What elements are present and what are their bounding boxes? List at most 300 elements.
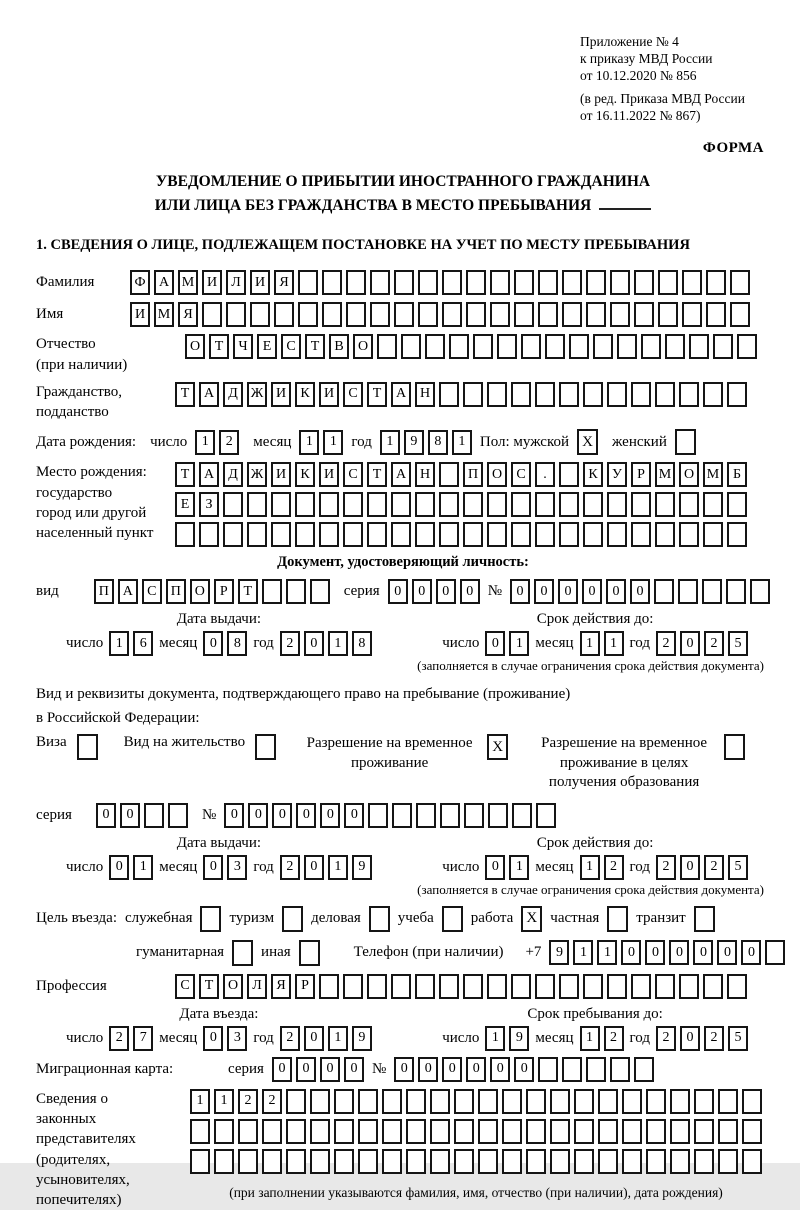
char-cell[interactable] [406,1149,426,1174]
char-cell[interactable]: 0 [96,803,116,828]
char-cell[interactable] [655,382,675,407]
char-cell[interactable] [670,1089,690,1114]
char-cell[interactable] [694,1089,714,1114]
char-cell[interactable]: 0 [109,855,129,880]
char-cell[interactable]: С [511,462,531,487]
char-cell[interactable] [262,1149,282,1174]
purpose-work-checkbox[interactable]: X [521,906,542,932]
char-cell[interactable]: М [703,462,723,487]
char-cell[interactable] [737,334,757,359]
char-cell[interactable] [440,803,460,828]
char-cell[interactable]: О [190,579,210,604]
char-cell[interactable] [286,1149,306,1174]
char-cell[interactable]: 1 [452,430,472,455]
temp-residence-checkbox[interactable]: X [487,734,508,760]
purpose-study-checkbox[interactable] [442,906,463,932]
char-cell[interactable] [694,1149,714,1174]
char-cell[interactable] [298,302,318,327]
char-cell[interactable]: А [154,270,174,295]
char-cell[interactable]: 2 [656,1026,676,1051]
char-cell[interactable] [490,270,510,295]
char-cell[interactable]: Т [175,382,195,407]
char-cell[interactable]: 0 [645,940,665,965]
char-cell[interactable] [607,974,627,999]
char-cell[interactable] [574,1119,594,1144]
char-cell[interactable]: 1 [597,940,617,965]
char-cell[interactable] [610,1057,630,1082]
char-cell[interactable]: 2 [262,1089,282,1114]
char-cell[interactable] [511,492,531,517]
char-cell[interactable] [168,803,188,828]
char-cell[interactable] [679,522,699,547]
char-cell[interactable] [631,492,651,517]
char-cell[interactable]: 0 [203,631,223,656]
char-cell[interactable]: 0 [120,803,140,828]
char-cell[interactable] [562,302,582,327]
char-cell[interactable]: 0 [442,1057,462,1082]
char-cell[interactable] [487,382,507,407]
char-cell[interactable]: Т [209,334,229,359]
char-cell[interactable]: У [607,462,627,487]
purpose-transit-checkbox[interactable] [694,906,715,932]
char-cell[interactable] [689,334,709,359]
char-cell[interactable] [298,270,318,295]
char-cell[interactable] [463,522,483,547]
char-cell[interactable] [730,302,750,327]
gender-female-checkbox[interactable] [675,429,696,455]
char-cell[interactable] [274,302,294,327]
char-cell[interactable] [367,492,387,517]
char-cell[interactable] [223,522,243,547]
char-cell[interactable] [358,1149,378,1174]
char-cell[interactable] [367,974,387,999]
char-cell[interactable] [550,1089,570,1114]
char-cell[interactable]: 0 [272,1057,292,1082]
char-cell[interactable] [439,492,459,517]
char-cell[interactable]: 0 [296,803,316,828]
char-cell[interactable]: Я [178,302,198,327]
char-cell[interactable]: С [343,462,363,487]
char-cell[interactable] [463,492,483,517]
char-cell[interactable] [655,492,675,517]
char-cell[interactable] [703,974,723,999]
char-cell[interactable]: И [130,302,150,327]
char-cell[interactable] [574,1089,594,1114]
char-cell[interactable] [658,302,678,327]
residence-valid-day-cells[interactable] [485,855,529,880]
representatives-cells-row2[interactable] [190,1119,762,1144]
char-cell[interactable] [343,492,363,517]
char-cell[interactable] [391,492,411,517]
char-cell[interactable] [319,492,339,517]
purpose-humanitarian-checkbox[interactable] [232,940,253,966]
char-cell[interactable]: 2 [656,631,676,656]
char-cell[interactable] [334,1119,354,1144]
char-cell[interactable] [214,1149,234,1174]
char-cell[interactable] [238,1119,258,1144]
char-cell[interactable] [622,1089,642,1114]
char-cell[interactable] [370,302,390,327]
char-cell[interactable] [226,302,246,327]
char-cell[interactable] [334,1149,354,1174]
char-cell[interactable] [514,270,534,295]
char-cell[interactable]: 0 [693,940,713,965]
char-cell[interactable] [682,270,702,295]
char-cell[interactable] [598,1089,618,1114]
purpose-tourism-checkbox[interactable] [282,906,303,932]
identity-issue-year-cells[interactable] [280,631,372,656]
char-cell[interactable] [454,1149,474,1174]
doc-seria-cells[interactable] [388,579,480,604]
char-cell[interactable]: 0 [436,579,456,604]
char-cell[interactable] [538,270,558,295]
char-cell[interactable]: 0 [320,803,340,828]
char-cell[interactable] [416,803,436,828]
char-cell[interactable] [238,1149,258,1174]
char-cell[interactable]: П [166,579,186,604]
identity-issue-month-cells[interactable] [203,631,247,656]
entry-month-cells[interactable] [203,1026,247,1051]
char-cell[interactable] [488,803,508,828]
char-cell[interactable] [641,334,661,359]
char-cell[interactable]: 1 [214,1089,234,1114]
char-cell[interactable]: Т [367,462,387,487]
char-cell[interactable]: Р [631,462,651,487]
char-cell[interactable]: Н [415,462,435,487]
char-cell[interactable]: 1 [580,631,600,656]
char-cell[interactable] [765,940,785,965]
char-cell[interactable] [295,492,315,517]
char-cell[interactable]: 1 [328,631,348,656]
char-cell[interactable] [750,579,770,604]
char-cell[interactable] [646,1119,666,1144]
char-cell[interactable] [214,1119,234,1144]
char-cell[interactable]: 9 [549,940,569,965]
char-cell[interactable]: 0 [621,940,641,965]
char-cell[interactable] [512,803,532,828]
char-cell[interactable] [679,492,699,517]
char-cell[interactable] [562,1057,582,1082]
char-cell[interactable]: 1 [485,1026,505,1051]
char-cell[interactable]: 0 [418,1057,438,1082]
char-cell[interactable] [464,803,484,828]
char-cell[interactable]: 3 [227,1026,247,1051]
char-cell[interactable]: 1 [604,631,624,656]
char-cell[interactable] [466,302,486,327]
char-cell[interactable]: 1 [323,430,343,455]
char-cell[interactable] [382,1149,402,1174]
char-cell[interactable]: Т [175,462,195,487]
residence-valid-year-cells[interactable] [656,855,748,880]
char-cell[interactable] [144,803,164,828]
char-cell[interactable] [665,334,685,359]
char-cell[interactable] [358,1089,378,1114]
char-cell[interactable] [463,382,483,407]
char-cell[interactable] [631,522,651,547]
char-cell[interactable]: Д [223,382,243,407]
residence-valid-month-cells[interactable] [580,855,624,880]
char-cell[interactable] [559,462,579,487]
char-cell[interactable] [286,1119,306,1144]
residence-seria-cells[interactable] [96,803,188,828]
char-cell[interactable]: 3 [227,855,247,880]
char-cell[interactable]: В [329,334,349,359]
char-cell[interactable] [442,302,462,327]
char-cell[interactable]: 9 [404,430,424,455]
char-cell[interactable] [502,1089,522,1114]
char-cell[interactable]: 2 [109,1026,129,1051]
char-cell[interactable] [487,974,507,999]
birth-year-cells[interactable] [380,430,472,455]
residence-issue-month-cells[interactable] [203,855,247,880]
char-cell[interactable] [286,1089,306,1114]
char-cell[interactable] [607,492,627,517]
char-cell[interactable] [610,270,630,295]
char-cell[interactable]: 9 [352,855,372,880]
char-cell[interactable] [702,579,722,604]
char-cell[interactable]: Ф [130,270,150,295]
char-cell[interactable]: О [679,462,699,487]
char-cell[interactable] [406,1089,426,1114]
char-cell[interactable]: 9 [509,1026,529,1051]
char-cell[interactable]: 0 [248,803,268,828]
char-cell[interactable] [334,1089,354,1114]
purpose-other-checkbox[interactable] [299,940,320,966]
patronymic-cells[interactable] [185,334,757,359]
char-cell[interactable]: А [391,462,411,487]
stay-year-cells[interactable] [656,1026,748,1051]
char-cell[interactable] [223,492,243,517]
char-cell[interactable] [310,1119,330,1144]
char-cell[interactable]: С [281,334,301,359]
char-cell[interactable] [631,382,651,407]
char-cell[interactable] [655,974,675,999]
stay-day-cells[interactable] [485,1026,529,1051]
char-cell[interactable] [535,522,555,547]
char-cell[interactable] [550,1149,570,1174]
char-cell[interactable] [678,579,698,604]
char-cell[interactable]: Ж [247,462,267,487]
char-cell[interactable] [511,522,531,547]
birthplace-cells-row3[interactable] [175,522,747,547]
char-cell[interactable] [694,1119,714,1144]
char-cell[interactable] [559,522,579,547]
char-cell[interactable] [439,382,459,407]
identity-valid-year-cells[interactable] [656,631,748,656]
char-cell[interactable] [346,302,366,327]
char-cell[interactable]: Я [271,974,291,999]
birthplace-cells-row2[interactable] [175,492,747,517]
char-cell[interactable]: К [295,462,315,487]
char-cell[interactable] [538,1057,558,1082]
char-cell[interactable] [310,1089,330,1114]
char-cell[interactable]: 0 [606,579,626,604]
char-cell[interactable] [425,334,445,359]
char-cell[interactable]: Я [274,270,294,295]
char-cell[interactable] [478,1089,498,1114]
char-cell[interactable]: 0 [412,579,432,604]
residence-number-cells[interactable] [224,803,556,828]
char-cell[interactable] [727,492,747,517]
char-cell[interactable] [586,1057,606,1082]
char-cell[interactable]: 1 [580,1026,600,1051]
char-cell[interactable] [682,302,702,327]
char-cell[interactable]: 0 [394,1057,414,1082]
char-cell[interactable] [262,579,282,604]
char-cell[interactable]: . [535,462,555,487]
char-cell[interactable] [536,803,556,828]
char-cell[interactable]: 0 [558,579,578,604]
char-cell[interactable]: 0 [680,1026,700,1051]
char-cell[interactable] [726,579,746,604]
stay-month-cells[interactable] [580,1026,624,1051]
char-cell[interactable]: 0 [630,579,650,604]
char-cell[interactable]: О [353,334,373,359]
char-cell[interactable]: 0 [203,1026,223,1051]
char-cell[interactable] [392,803,412,828]
char-cell[interactable] [511,382,531,407]
char-cell[interactable]: П [94,579,114,604]
char-cell[interactable]: 0 [490,1057,510,1082]
char-cell[interactable] [706,270,726,295]
char-cell[interactable] [583,522,603,547]
char-cell[interactable] [670,1149,690,1174]
char-cell[interactable] [583,382,603,407]
char-cell[interactable]: 0 [320,1057,340,1082]
char-cell[interactable]: 0 [485,855,505,880]
char-cell[interactable]: С [175,974,195,999]
char-cell[interactable]: 0 [304,1026,324,1051]
char-cell[interactable] [654,579,674,604]
char-cell[interactable]: 0 [534,579,554,604]
char-cell[interactable] [247,492,267,517]
char-cell[interactable]: К [295,382,315,407]
char-cell[interactable]: 1 [380,430,400,455]
char-cell[interactable] [593,334,613,359]
char-cell[interactable] [343,974,363,999]
char-cell[interactable]: 2 [280,631,300,656]
birth-month-cells[interactable] [299,430,343,455]
visa-checkbox[interactable] [77,734,98,760]
char-cell[interactable]: И [271,382,291,407]
char-cell[interactable]: 2 [656,855,676,880]
char-cell[interactable] [250,302,270,327]
char-cell[interactable]: 1 [109,631,129,656]
char-cell[interactable] [634,302,654,327]
char-cell[interactable] [439,974,459,999]
char-cell[interactable]: Л [247,974,267,999]
char-cell[interactable] [202,302,222,327]
purpose-official-checkbox[interactable] [200,906,221,932]
char-cell[interactable] [271,492,291,517]
char-cell[interactable] [295,522,315,547]
char-cell[interactable]: А [391,382,411,407]
char-cell[interactable] [679,382,699,407]
birthplace-cells-row1[interactable] [175,462,747,487]
char-cell[interactable] [598,1119,618,1144]
char-cell[interactable]: 9 [352,1026,372,1051]
char-cell[interactable] [377,334,397,359]
char-cell[interactable] [319,974,339,999]
firstname-cells[interactable] [130,302,750,327]
char-cell[interactable] [607,522,627,547]
char-cell[interactable] [415,522,435,547]
char-cell[interactable]: 2 [219,430,239,455]
temp-residence-education-checkbox[interactable] [724,734,745,760]
char-cell[interactable] [497,334,517,359]
char-cell[interactable] [607,382,627,407]
char-cell[interactable] [463,974,483,999]
char-cell[interactable] [394,302,414,327]
char-cell[interactable] [430,1149,450,1174]
char-cell[interactable]: Т [238,579,258,604]
char-cell[interactable] [418,302,438,327]
char-cell[interactable]: 8 [227,631,247,656]
char-cell[interactable] [730,270,750,295]
char-cell[interactable]: 0 [304,855,324,880]
char-cell[interactable] [742,1119,762,1144]
char-cell[interactable] [586,302,606,327]
char-cell[interactable] [538,302,558,327]
char-cell[interactable]: 2 [704,631,724,656]
char-cell[interactable] [545,334,565,359]
char-cell[interactable] [634,270,654,295]
char-cell[interactable]: 2 [238,1089,258,1114]
char-cell[interactable]: 0 [741,940,761,965]
representatives-cells-row3[interactable] [190,1149,762,1174]
char-cell[interactable]: Л [226,270,246,295]
char-cell[interactable]: 1 [509,855,529,880]
char-cell[interactable] [718,1119,738,1144]
char-cell[interactable] [583,974,603,999]
residence-issue-day-cells[interactable] [109,855,153,880]
char-cell[interactable] [742,1149,762,1174]
char-cell[interactable] [439,522,459,547]
char-cell[interactable]: О [223,974,243,999]
char-cell[interactable] [670,1119,690,1144]
char-cell[interactable]: А [118,579,138,604]
char-cell[interactable] [742,1089,762,1114]
representatives-cells-row1[interactable] [190,1089,762,1114]
char-cell[interactable] [511,974,531,999]
char-cell[interactable] [310,1149,330,1174]
char-cell[interactable] [418,270,438,295]
char-cell[interactable] [658,270,678,295]
char-cell[interactable] [449,334,469,359]
char-cell[interactable]: 1 [328,1026,348,1051]
char-cell[interactable]: 0 [460,579,480,604]
char-cell[interactable]: И [250,270,270,295]
birth-day-cells[interactable] [195,430,239,455]
char-cell[interactable] [718,1149,738,1174]
char-cell[interactable]: 2 [604,855,624,880]
char-cell[interactable]: 0 [485,631,505,656]
char-cell[interactable] [367,522,387,547]
char-cell[interactable] [478,1149,498,1174]
char-cell[interactable]: 0 [304,631,324,656]
char-cell[interactable] [521,334,541,359]
char-cell[interactable]: 2 [604,1026,624,1051]
citizenship-cells[interactable] [175,382,747,407]
migration-number-cells[interactable] [394,1057,654,1082]
char-cell[interactable]: 0 [272,803,292,828]
char-cell[interactable] [271,522,291,547]
residence-issue-year-cells[interactable] [280,855,372,880]
char-cell[interactable] [190,1149,210,1174]
char-cell[interactable] [358,1119,378,1144]
char-cell[interactable]: 0 [224,803,244,828]
char-cell[interactable]: 0 [514,1057,534,1082]
